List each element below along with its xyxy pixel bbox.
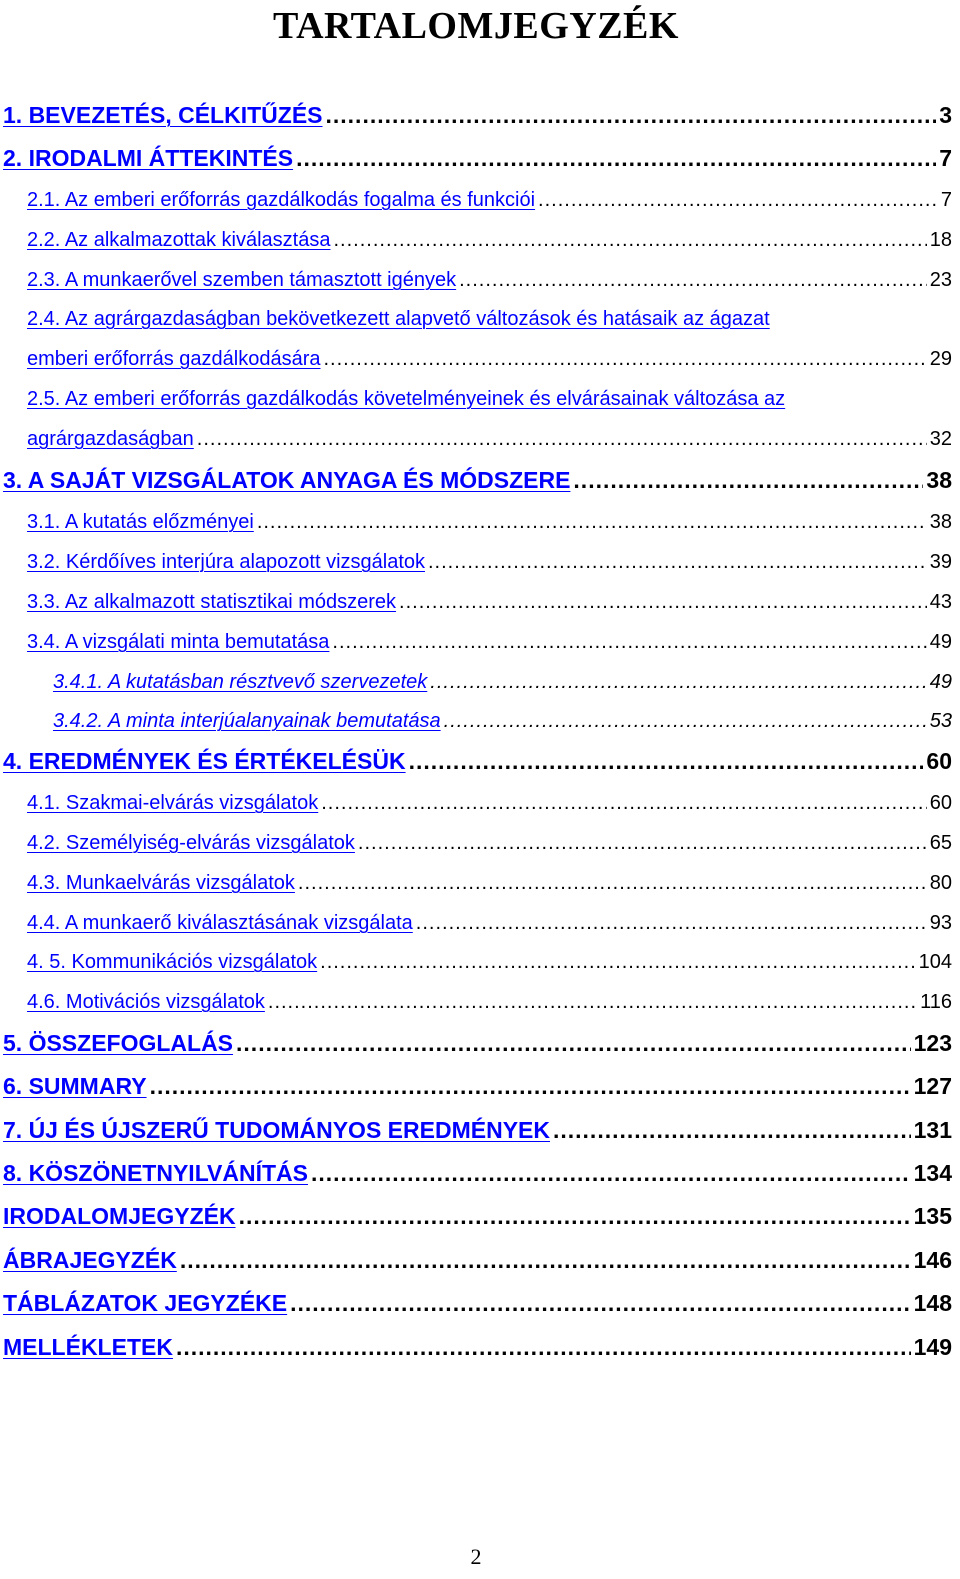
- toc-link[interactable]: IRODALOMJEGYZÉK: [3, 1203, 236, 1229]
- toc-page-number: 116: [920, 991, 952, 1013]
- toc-link[interactable]: ÁBRAJEGYZÉK: [3, 1247, 177, 1273]
- toc-link[interactable]: 3.3. Az alkalmazott statisztikai módszerek: [27, 591, 397, 613]
- toc-page-number: 80: [929, 872, 952, 894]
- dot-leader: [332, 631, 926, 654]
- toc-link[interactable]: 1. BEVEZETÉS, CÉLKITŰZÉS: [3, 102, 323, 128]
- toc-link[interactable]: 4.1. Szakmai-elvárás vizsgálatok: [27, 792, 319, 814]
- toc-entry-6[interactable]: [3, 1073, 952, 1100]
- toc-link[interactable]: 4. EREDMÉNYEK ÉS ÉRTÉKELÉSÜK: [3, 748, 406, 774]
- dot-leader: [236, 1030, 911, 1057]
- toc-page-number: 146: [913, 1247, 952, 1273]
- toc-page-number: 18: [929, 229, 952, 251]
- toc-page-number: 32: [929, 428, 952, 450]
- toc-page-number: 60: [929, 792, 952, 814]
- dot-leader: [444, 710, 927, 733]
- toc-link-line1[interactable]: 2.4. Az agrárgazdaságban bekövetkezett alapvető változások és hatásaik az ágazat: [27, 308, 770, 330]
- dot-leader: [428, 551, 927, 574]
- toc-entry-bibliography[interactable]: [3, 1203, 952, 1230]
- toc-entry-3[interactable]: [3, 467, 952, 494]
- toc-entry-4-4[interactable]: [27, 912, 952, 935]
- toc-page-number: 7: [940, 189, 952, 211]
- toc-page-number: 93: [929, 912, 952, 934]
- toc-link[interactable]: 5. ÖSSZEFOGLALÁS: [3, 1030, 234, 1056]
- dot-leader: [321, 792, 927, 815]
- toc-entry-2-4[interactable]: [27, 299, 952, 379]
- toc-link-line2[interactable]: agrárgazdaságban: [27, 428, 194, 450]
- toc-entry-3-4-2[interactable]: [53, 710, 952, 733]
- toc-entry-tables[interactable]: [3, 1290, 952, 1317]
- dot-leader: [409, 748, 924, 775]
- toc-entry-4-1[interactable]: [27, 792, 952, 815]
- toc-link[interactable]: 2.3. A munkaerővel szemben támasztott igények: [27, 269, 457, 291]
- toc-link[interactable]: 2.2. Az alkalmazottak kiválasztása: [27, 229, 331, 251]
- toc-entry-2[interactable]: [3, 145, 952, 172]
- dot-leader: [538, 189, 938, 212]
- toc-link[interactable]: 2.1. Az emberi erőforrás gazdálkodás fogalma és funkciói: [27, 189, 536, 211]
- toc-entry-4-5[interactable]: [27, 951, 952, 974]
- toc-entry-4[interactable]: [3, 748, 952, 775]
- toc-link[interactable]: MELLÉKLETEK: [3, 1334, 173, 1360]
- page-title: TARTALOMJEGYZÉK: [273, 5, 679, 47]
- toc-entry-2-1[interactable]: [27, 189, 952, 212]
- toc-page-number: 123: [913, 1030, 952, 1056]
- toc-link[interactable]: 2. IRODALMI ÁTTEKINTÉS: [3, 145, 294, 171]
- toc-entry-3-4-1[interactable]: [53, 671, 952, 694]
- dot-leader: [573, 467, 923, 494]
- toc-link-line2[interactable]: emberi erőforrás gazdálkodására: [27, 348, 321, 370]
- toc-entry-3-4[interactable]: [27, 631, 952, 654]
- dot-leader: [399, 591, 927, 614]
- toc-page-number: 149: [913, 1334, 952, 1360]
- dot-leader: [150, 1073, 911, 1100]
- toc-entry-4-3[interactable]: [27, 872, 952, 895]
- dot-leader: [239, 1203, 911, 1230]
- toc-link[interactable]: 3. A SAJÁT VIZSGÁLATOK ANYAGA ÉS MÓDSZERE: [3, 467, 571, 493]
- toc-entry-7[interactable]: [3, 1117, 952, 1144]
- toc-link[interactable]: 4. 5. Kommunikációs vizsgálatok: [27, 951, 318, 973]
- dot-leader: [320, 951, 915, 974]
- toc-page-number: 148: [913, 1290, 952, 1316]
- dot-leader: [176, 1334, 911, 1361]
- toc-page-number: 49: [929, 671, 952, 693]
- toc-page-number: 127: [913, 1073, 952, 1099]
- toc-page-number: 104: [918, 951, 952, 973]
- dot-leader: [416, 912, 927, 935]
- toc-link[interactable]: 4.2. Személyiség-elvárás vizsgálatok: [27, 832, 355, 854]
- toc-entry-appendices[interactable]: [3, 1334, 952, 1361]
- toc-link[interactable]: 3.4.2. A minta interjúalanyainak bemutatása: [53, 710, 441, 732]
- toc-link[interactable]: 4.3. Munkaelvárás vizsgálatok: [27, 872, 295, 894]
- dot-leader: [358, 832, 927, 855]
- toc-page-number: 53: [929, 710, 952, 732]
- toc-page-number: 43: [929, 591, 952, 613]
- toc-entry-2-3[interactable]: [27, 269, 952, 292]
- toc-link-line1[interactable]: 2.5. Az emberi erőforrás gazdálkodás követelményeinek és elvárásainak változása az: [27, 388, 786, 410]
- toc-link[interactable]: 6. SUMMARY: [3, 1073, 147, 1099]
- toc-link[interactable]: 3.4. A vizsgálati minta bemutatása: [27, 631, 330, 653]
- toc-entry-2-2[interactable]: [27, 229, 952, 252]
- toc-entry-4-6[interactable]: [27, 991, 952, 1014]
- dot-leader: [268, 991, 917, 1014]
- dot-leader: [553, 1117, 911, 1144]
- toc-page-number: 135: [913, 1203, 952, 1229]
- toc-link[interactable]: 7. ÚJ ÉS ÚJSZERŰ TUDOMÁNYOS EREDMÉNYEK: [3, 1117, 550, 1143]
- toc-entry-figures[interactable]: [3, 1247, 952, 1274]
- toc-page-number: 39: [929, 551, 952, 573]
- toc-entry-1[interactable]: [3, 102, 952, 129]
- toc-entry-2-5[interactable]: [27, 379, 952, 459]
- dot-leader: [459, 269, 927, 292]
- toc-entry-5[interactable]: [3, 1030, 952, 1057]
- dot-leader: [257, 511, 927, 534]
- toc-page-number: 38: [926, 467, 952, 493]
- dot-leader: [180, 1247, 911, 1274]
- toc-page-number: 49: [929, 631, 952, 653]
- toc-link[interactable]: 4.6. Motivációs vizsgálatok: [27, 991, 265, 1013]
- toc-page-number: 3: [939, 102, 952, 128]
- page-number: 2: [470, 1544, 482, 1569]
- dot-leader: [324, 339, 927, 379]
- dot-leader: [430, 671, 926, 694]
- toc-link[interactable]: 3.1. A kutatás előzményei: [27, 511, 254, 533]
- dot-leader: [311, 1160, 911, 1187]
- toc-entry-3-1[interactable]: [27, 511, 952, 534]
- toc-link[interactable]: 8. KÖSZÖNETNYILVÁNÍTÁS: [3, 1160, 308, 1186]
- toc-page-number: 23: [929, 269, 952, 291]
- toc-entry-4-2[interactable]: [27, 832, 952, 855]
- toc-page-number: 7: [939, 145, 952, 171]
- toc-page-number: 134: [913, 1160, 952, 1186]
- dot-leader: [333, 229, 926, 252]
- dot-leader: [298, 872, 927, 895]
- toc-link[interactable]: 3.2. Kérdőíves interjúra alapozott vizsgálatok: [27, 551, 425, 573]
- toc-page-number: 65: [929, 832, 952, 854]
- toc-link[interactable]: TÁBLÁZATOK JEGYZÉKE: [3, 1290, 288, 1316]
- toc-page-number: 38: [929, 511, 952, 533]
- toc-entry-8[interactable]: [3, 1160, 952, 1187]
- dot-leader: [296, 145, 936, 172]
- dot-leader: [197, 419, 927, 459]
- toc-page-number: 29: [929, 348, 952, 370]
- toc-entry-3-3[interactable]: [27, 591, 952, 614]
- toc-link[interactable]: 4.4. A munkaerő kiválasztásának vizsgálata: [27, 912, 413, 934]
- dot-leader: [290, 1290, 911, 1317]
- toc-page-number: 60: [926, 748, 952, 774]
- toc-page-number: 131: [913, 1117, 952, 1143]
- toc-entry-3-2[interactable]: [27, 551, 952, 574]
- toc-link[interactable]: 3.4.1. A kutatásban résztvevő szervezetek: [53, 671, 428, 693]
- dot-leader: [326, 102, 937, 129]
